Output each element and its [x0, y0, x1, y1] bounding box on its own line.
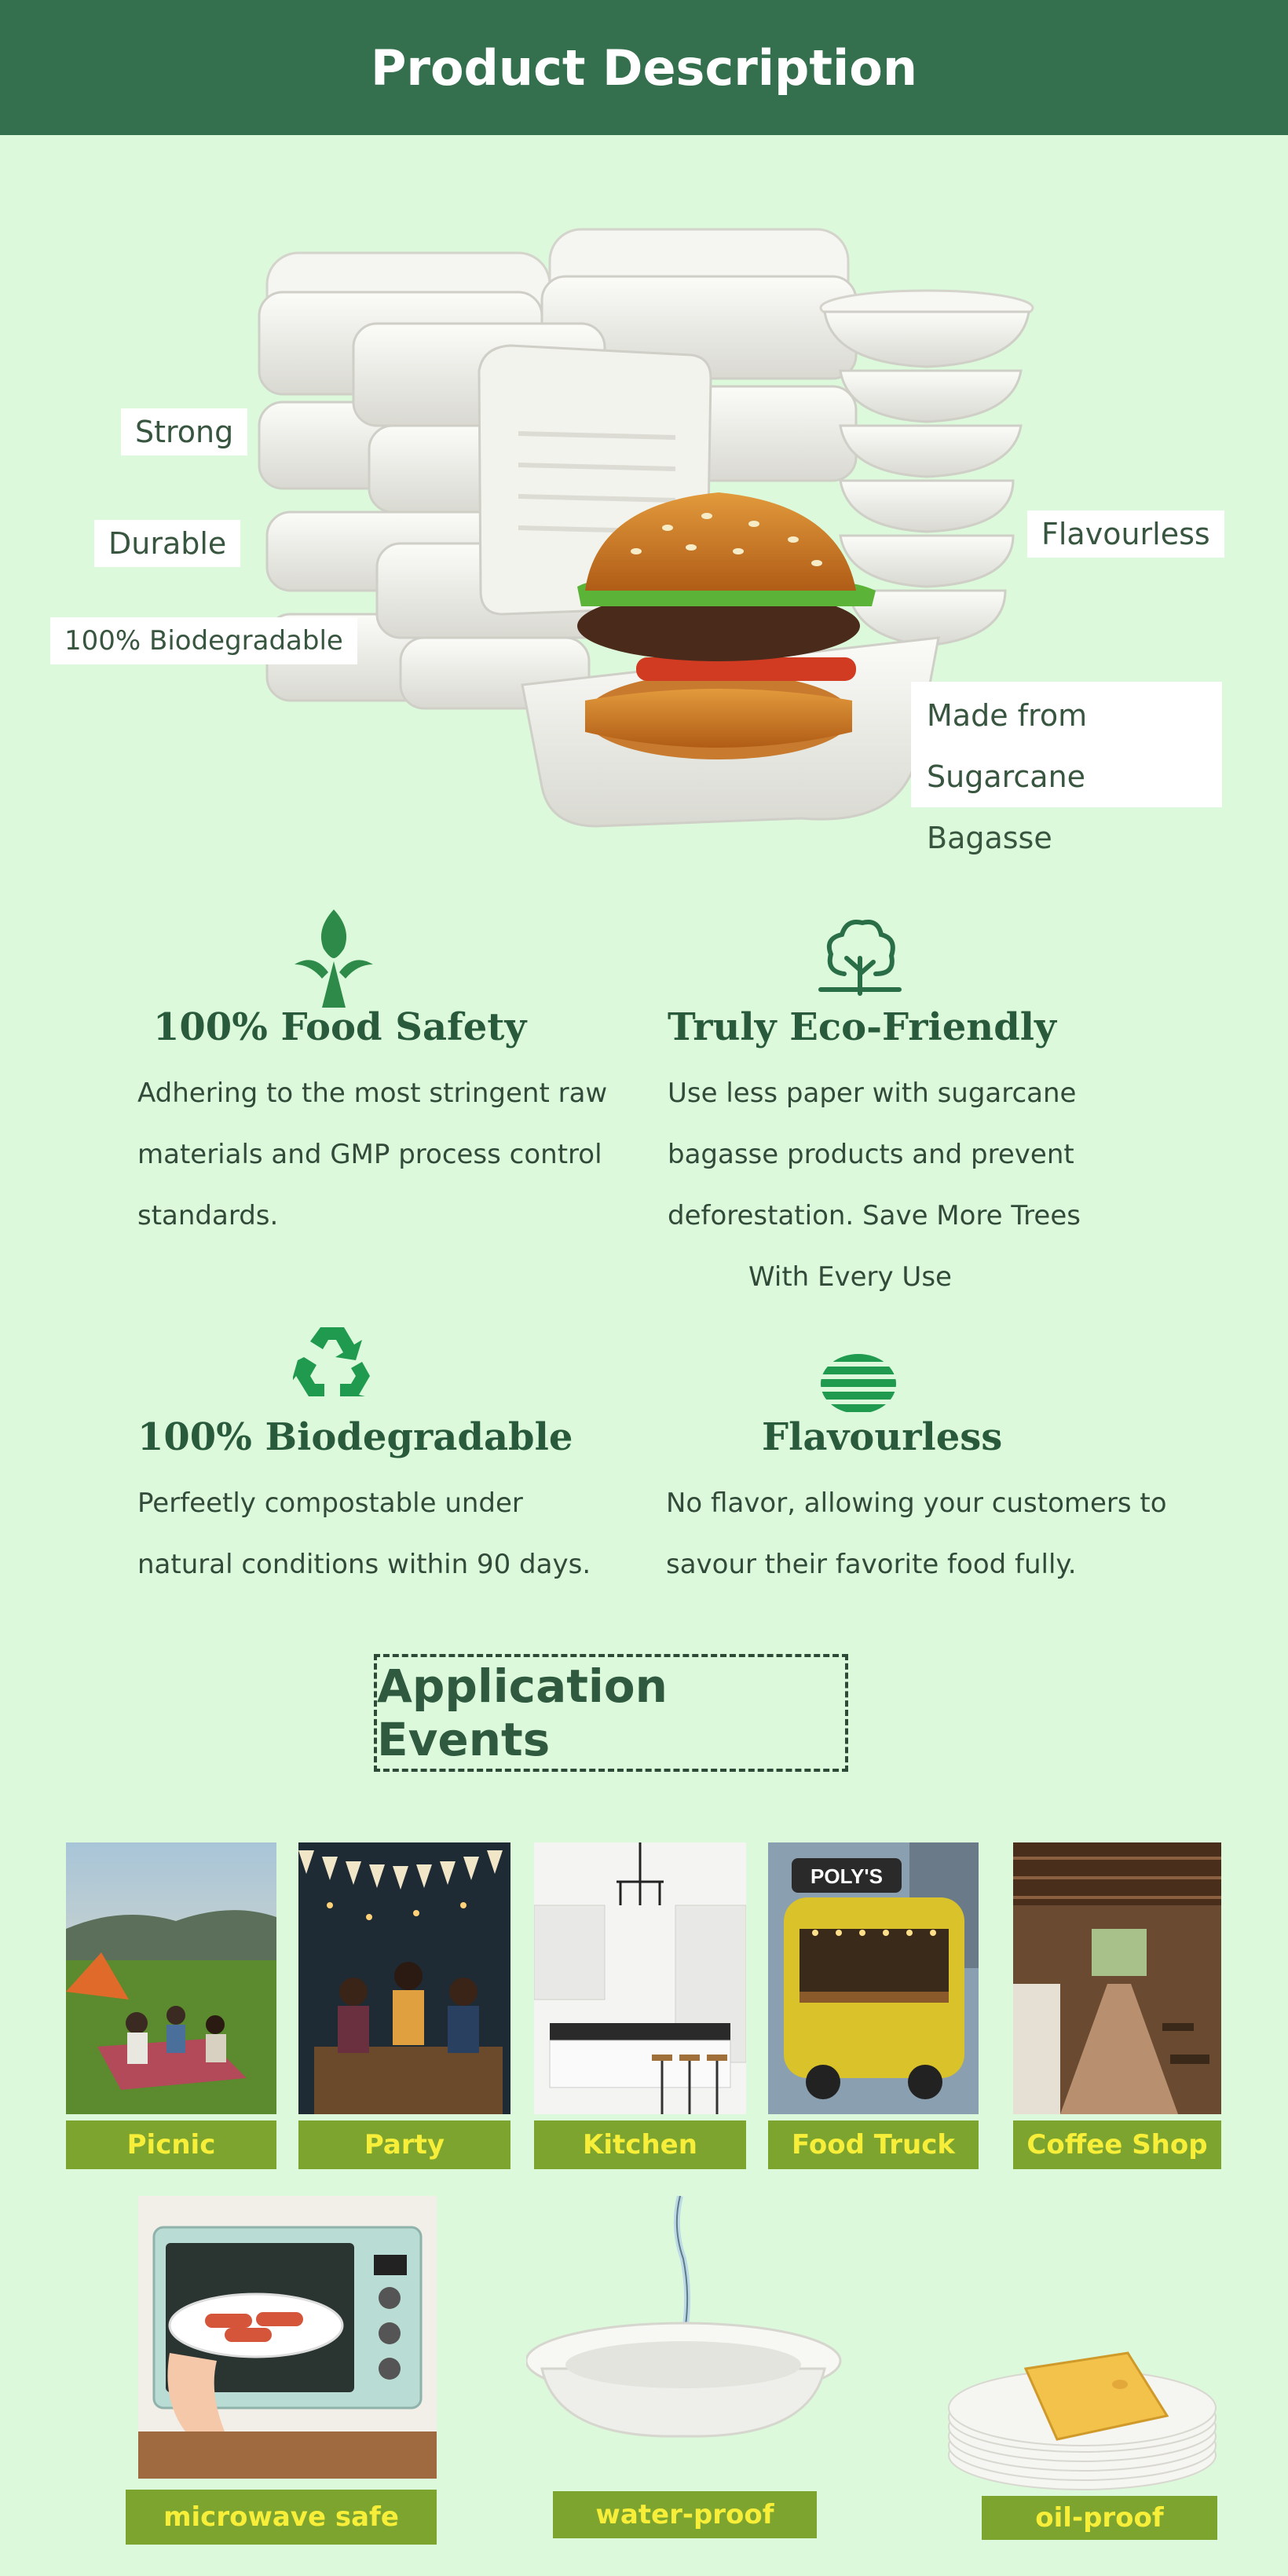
feature-eco-friendly-line4: With Every Use: [748, 1261, 952, 1293]
event-picnic: [66, 1842, 276, 2169]
feature-eco-friendly: [664, 903, 1166, 1312]
feature-food-safety: [134, 903, 636, 1249]
coffee-shop-photo: [1013, 1842, 1221, 2114]
page-header: [0, 0, 1288, 135]
picnic-photo: [66, 1842, 276, 2114]
tag-made-from-line1: Made from: [927, 698, 1088, 733]
property-label-microwave: microwave safe: [126, 2490, 437, 2545]
plant-person-icon: [291, 909, 377, 1012]
event-kitchen: [534, 1842, 746, 2169]
tag-flavourless: Flavourless: [1027, 510, 1224, 558]
feature-biodegradable-title: 100% Biodegradable: [137, 1415, 573, 1459]
tag-durable: Durable: [94, 520, 240, 567]
feature-flavourless: [664, 1313, 1198, 1612]
application-events-title: Application Events: [377, 1659, 668, 1766]
feature-food-safety-title: 100% Food Safety: [153, 1005, 527, 1049]
event-party: [298, 1842, 510, 2169]
kitchen-photo: [534, 1842, 746, 2114]
tag-made-from-line2: Sugarcane Bagasse: [927, 759, 1086, 855]
event-label-food-truck: Food Truck: [768, 2120, 979, 2169]
hero-product-image: [0, 135, 1288, 865]
feature-eco-friendly-title: Truly Eco-Friendly: [668, 1005, 1056, 1049]
application-events-box: [374, 1654, 848, 1772]
food-truck-photo: [768, 1842, 979, 2114]
feature-flavourless-line1: No flavor, allowing your customers to: [666, 1487, 1167, 1519]
water-bowl-photo: [526, 2196, 842, 2439]
tag-strong: Strong: [121, 408, 247, 456]
tag-biodegradable: 100% Biodegradable: [50, 617, 357, 664]
party-photo: [298, 1842, 510, 2114]
event-label-party: Party: [298, 2120, 510, 2169]
feature-biodegradable-line1: Perfeetly compostable under: [137, 1487, 523, 1519]
property-microwave-safe: [126, 2196, 437, 2549]
oil-plates-photo: [939, 2329, 1225, 2494]
feature-flavourless-title: Flavourless: [762, 1415, 1003, 1459]
striped-globe-icon: [819, 1352, 898, 1415]
feature-eco-friendly-line3: deforestation. Save More Trees: [668, 1200, 1081, 1231]
feature-food-safety-text: Adhering to the most stringent raw materials and GMP process control standards.: [137, 1078, 608, 1231]
recycle-icon: [293, 1319, 371, 1398]
feature-biodegradable-line2: natural conditions within 90 days.: [137, 1549, 591, 1580]
burger-illustration: [577, 492, 876, 759]
page-title: Product Description: [370, 38, 918, 97]
event-label-coffee-shop: Coffee Shop: [1013, 2120, 1221, 2169]
property-label-water-proof: water-proof: [553, 2491, 817, 2538]
property-oil-proof: [939, 2329, 1225, 2549]
feature-eco-friendly-line1: Use less paper with sugarcane: [668, 1078, 1077, 1109]
property-label-oil-proof: oil-proof: [982, 2496, 1217, 2540]
event-food-truck: [768, 1842, 979, 2169]
event-label-picnic: Picnic: [66, 2120, 276, 2169]
feature-flavourless-line2: savour their favorite food fully.: [666, 1549, 1077, 1580]
tree-icon: [817, 915, 903, 1001]
event-coffee-shop: [1013, 1842, 1221, 2169]
tag-made-from: [911, 682, 1222, 855]
feature-eco-friendly-line2: bagasse products and prevent: [668, 1139, 1074, 1170]
feature-biodegradable: [134, 1313, 636, 1612]
food-truck-sign: POLY'S: [810, 1864, 883, 1888]
event-label-kitchen: Kitchen: [534, 2120, 746, 2169]
microwave-photo: [138, 2196, 437, 2479]
property-water-proof: [526, 2196, 842, 2541]
